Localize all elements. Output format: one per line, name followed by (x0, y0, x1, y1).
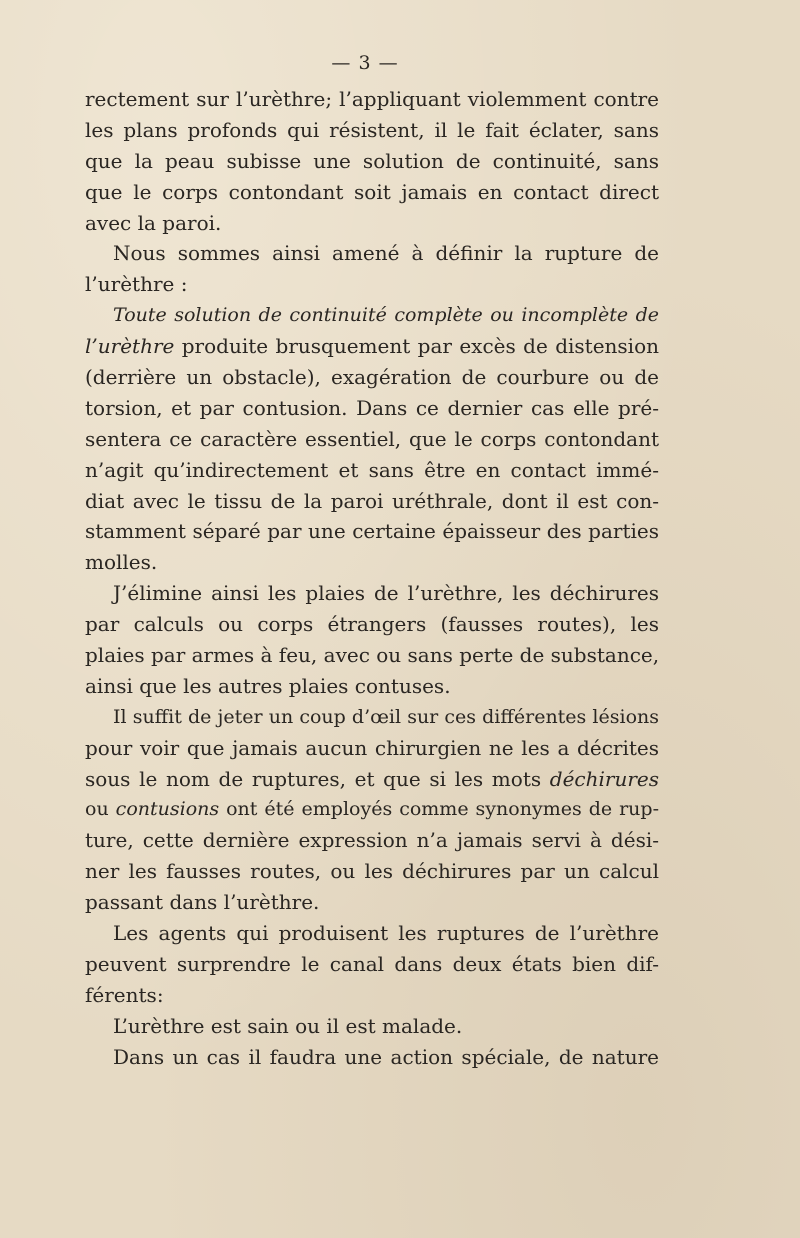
text-line (85, 578, 659, 609)
text-line (85, 424, 659, 455)
text-line (85, 547, 659, 578)
text-line (85, 609, 659, 640)
line-text: rectement sur l’urèthre; l’appliquant violemment contre (85, 87, 659, 111)
line-text: diat avec le tissu de la paroi uréthrale, dont il est con- (85, 488, 659, 513)
line-text: stamment séparé par une certaine épaisseur des parties (85, 519, 659, 544)
text-line (85, 794, 659, 825)
line-text: Dans un cas il faudra une action spéciale, de nature (113, 1044, 659, 1069)
text-line (85, 980, 659, 1011)
line-text: les plans profonds qui résistent, il le fait éclater, sans (85, 117, 659, 142)
line-text: torsion, et par contusion. Dans ce dernier cas elle pré- (85, 395, 659, 420)
line-text: plaies par armes à feu, avec ou sans perte de substance, (85, 643, 660, 668)
line-text: J’élimine ainsi les plaies de l’urèthre, les déchirures (113, 581, 659, 606)
line-text: passant dans l’urèthre. (85, 890, 320, 915)
line-text: ainsi que les autres plaies contuses. (85, 673, 451, 698)
text-line (85, 362, 659, 393)
definition-italic: Toute solution de continuité complète ou incomplète de (113, 304, 659, 327)
line-text: pour voir que jamais aucun chirurgien ne les a décrites (85, 735, 659, 760)
text-line (85, 177, 659, 208)
line-text: sous le nom de ruptures, et que si les mots (85, 766, 550, 791)
text-line (85, 84, 659, 115)
line-text: Les agents qui produisent les ruptures de l’urèthre (113, 921, 659, 946)
text-line (85, 300, 659, 331)
text-line (85, 455, 659, 486)
text-line (85, 1011, 659, 1042)
line-text: produite brusquement par excès de distension (174, 334, 659, 359)
line-text: ner les fausses routes, ou les déchirures par un calcul (85, 859, 659, 884)
text-line (85, 733, 659, 764)
italic-term: contusions (115, 798, 220, 821)
text-line (85, 238, 659, 269)
line-text: Nous sommes ainsi amené à définir la rupture de (113, 241, 659, 266)
line-text: sentera ce caractère essentiel, que le corps contondant (85, 426, 659, 451)
text-line (85, 671, 659, 702)
text-line (85, 331, 659, 362)
text-line (85, 1042, 659, 1073)
line-text: que le corps contondant soit jamais en contact direct (85, 179, 659, 204)
text-line (85, 115, 659, 146)
line-text: férents: (85, 982, 164, 1007)
line-text: ture, cette dernière expression n’a jamais servi à dési- (85, 828, 659, 853)
line-text: Il suffit de jeter un coup d’œil sur ces différentes lésions (113, 705, 659, 728)
text-line (85, 918, 659, 949)
text-line (85, 393, 659, 424)
line-text: n’agit qu’indirectement et sans être en contact immé- (85, 457, 659, 482)
text-line (85, 486, 659, 517)
line-text: par calculs ou corps étrangers (fausses routes), les (85, 612, 659, 637)
text-line (85, 702, 659, 733)
text-line (85, 516, 659, 547)
text-line (85, 146, 659, 177)
line-text: L’urèthre est sain ou il est malade. (113, 1013, 463, 1038)
text-line (85, 949, 659, 980)
line-text: peuvent surprendre le canal dans deux états bien dif- (85, 951, 659, 976)
page-number: — 3 — (331, 52, 399, 74)
line-text: ou (85, 798, 116, 821)
line-text: avec la paroi. (85, 210, 222, 235)
body-text (85, 84, 659, 1073)
line-text: (derrière un obstacle), exagération de courbure ou de (85, 365, 659, 390)
italic-term: déchirures (549, 766, 659, 791)
text-line (85, 825, 659, 856)
text-line (85, 764, 659, 795)
text-line (85, 640, 659, 671)
line-text: l’urèthre : (85, 272, 188, 297)
text-line (85, 208, 659, 239)
line-text: molles. (85, 550, 158, 575)
definition-italic: l’urèthre (85, 334, 175, 359)
text-line (85, 887, 659, 918)
line-text: ont été employés comme synonymes de rup- (219, 798, 659, 821)
text-line (85, 856, 659, 887)
text-line (85, 269, 659, 300)
line-text: que la peau subisse une solution de continuité, sans (85, 148, 659, 173)
